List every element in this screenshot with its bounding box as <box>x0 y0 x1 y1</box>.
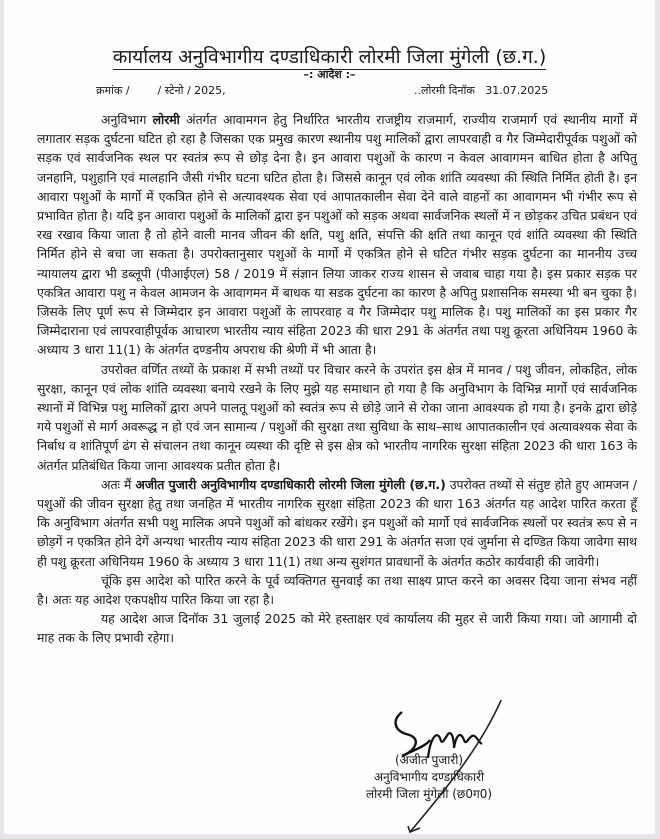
signature-block <box>354 752 504 803</box>
paragraph-3-text: उपरोक्त तथ्यों से संतुष्ट होते हुए आमजन / पशुओं की जीवन सुरक्षा हेतु तथा जनहित में भारतीय नागरिक सुरक्षा संहिता 2023 की धारा 163 अंतर्गत यह आदेश पारित करता हूँ कि अनुविभाग अंतर्गत सभी पशु मालिक अपने पशुओं को बांधकर रखेंगे। इन पशुओं को मार्गो एवं सार्वजनिक स्थलों पर स्वतंत्र रूप से न छोड़गें न एकत्रित होने देगें अन्यथा भारतीय न्याय संहिता 2023 की धारा 291 के अंतर्गत सजा एवं जुर्माना से दण्डित किया जावेगा साथ ही पशु क्रूरता अधिनियम 1960 के अध्याय 3 धारा 11(1) तथा अन्य सुशंगत प्रावधानों के अंतर्गत कठोर कार्यवाही की जावेगी। <box>37 476 637 569</box>
paragraph-4: चूंकि इस आदेश को पारित करने के पूर्व व्यक्तिगत सुनवाई का तथा साक्ष्य प्राप्त करने का अवसर दिया जाना संभव नहीं है। अतः यह आदेश एकपक्षीय पारित किया जा रहा है। <box>37 572 637 608</box>
office-title-text: कार्यालय अनुविभागीय दण्डाधिकारी लोरमी जिला मुंगेली (छ.ग.) <box>112 46 547 68</box>
signature-stroke-1 <box>396 712 430 756</box>
paragraph-5: यह आदेश आज दिनॉक 31 जुलाई 2025 को मेरे हस्ताक्षर एवं कार्यालय की मुहर से जारी किया गया। जो आगामी दो माह तक के लिए प्रभावी रहेगा। <box>37 611 637 646</box>
paragraph-2: उपरोक्त वर्णित तथ्यों के प्रकाश में सभी तथ्यों पर विचार करने के उपरांत इस क्षेत्र में मानव / पशु जीवन, लोकहित, लोक सुरक्षा, कानून एवं लोक शांति व्यवस्था बनाये रखने के लिए मुझे यह समाधान हो गया है कि अनुविभाग के विभिन्न मार्गो एवं सार्वजनिक स्थानों में विभिन्न पशु मालिकों द्वारा अपने पालतू पशुओं को स्वतंत्र रूप से छोड़े जाने से रोका जाना आवश्यक हो गया है। इनके द्वारा छोड़े गये पशुओं से मार्ग अवरूद्ध न हो एवं जन सामान्य / पशुओं की सुरक्षा तथा सुविधा के साथ–साथ आपातकालीन एवं अत्यावश्यक सेवा के निर्बाध व शांतिपूर्ण ढंग से संचालन तथा कानून व्यस्था की दृष्टि से इस क्षेत्र को भारतीय नागरिक सुरक्षा संहिता 2023 की धारा 163 के अंतर्गत प्रतिबंधित किया जाना आवश्यक प्रतीत होता है। <box>37 361 637 473</box>
office-title <box>4 44 655 70</box>
place-date: ..लोरमी दिनॉक 31.07.2025 <box>414 84 549 97</box>
paragraph-1-lead: अनुविभाग <box>101 112 153 127</box>
paragraph-1 <box>37 110 637 360</box>
order-heading: –: आदेश :– <box>303 68 356 81</box>
signatory-location: लोरमी जिला मुंगेली (छ0ग0) <box>365 787 493 801</box>
paragraph-3-lead: अतः मैं <box>101 476 136 492</box>
paragraph-3 <box>37 475 637 571</box>
signatory-name: (अजीत पुजारी) <box>394 753 464 767</box>
paragraph-1-bold: लोरमी <box>152 112 180 127</box>
signatory-designation: अनुविभागीय दण्डाधिकारी <box>373 770 485 784</box>
paragraph-3-bold: अजीत पुजारी अनुविभागीय दण्डाधिकारी लोरमी जिला मुंगेली (छ.ग.) <box>135 476 446 492</box>
document-page <box>4 0 655 834</box>
order-body <box>37 110 637 648</box>
reference-number: क्रमांक / / स्टेनो / 2025, <box>96 84 226 97</box>
paragraph-1-text: अंतर्गत आवामगन हेतु निर्धारित भारतीय राजष्ट्रीय राजमार्ग, राज्यीय राजमार्ग एवं स्थानीय मार्गो में लगातार सड़क दुर्घटना घटित हो रहा है जिसका एक प्रमुख कारण स्थानीय पशु मालिकों द्वारा लापरवाही व गैर जिम्मेदारीपूर्वक पशुओं को सड़क एवं सार्वजनिक स्थल पर स्वतंत्र रूप से छोड़ देना है। इन आवारा पशुओं के कारण न केवल आवागमन बाधित होता है अपितु जनहानि, पशुहानि एवं मालहानि जैसी गंभीर घटना घटित होता है। जिससे कानून एवं लोक शांति व्यवस्था की स्थिति निर्मित होती है। इन आवारा पशुओं के मार्गो में एकत्रित होने से अत्यावश्यक सेवा एवं आपातकालीन सेवा देने वाले वाहनों का आवागमन भी गंभीर रूप से प्रभावित होता है। यदि इन आवारा पशुओं के मालिकों द्वारा इन पशुओं को सड़क अथवा सार्वजनिक स्थलों में न छोड़कर उचित प्रबंधन एवं रख रखाव किया जाता है तो होने वाली मानव जीवन की क्षति, पशु क्षति, संपत्ति की क्षति तथा कानून एवं शांति व्यवस्था की स्थिति निर्मित होने से बचा जा सकता है। उपरोक्तानुसार पशुओं के मार्गो में एकत्रित होने से घटित गंभीर सड़क दुर्घटना का माननीय उच्च न्यायालय द्वारा भी डब्लूपी (पीआईएल) 58 / 2019 में संज्ञान लिया जाकर राज्य शासन से जवाब चाहा गया है। इस प्रकार सड़क पर एकत्रित आवारा पशु न केवल आमजन के आवागमन में बाधक या सडक दुर्घटना का कारण है अपितु प्रशासनिक समस्या भी बन चुका है। जिसके लिए पूर्ण रूप से जिम्मेदार इन आवारा पशुओं के लापरवाह व गैर जिम्मेदार पशु मालिक है। पशु मालिकों का इस प्रकार गैर जिम्मेदाराना एवं लापरवाहीपूर्वक आचारण भारतीय न्याय संहिता 2023 की धारा 291 के अंतर्गत तथा पशु क्रूरता अधिनियम 1960 के अध्याय 3 धारा 11(1) के अंतर्गत दण्डनीय अपराध की श्रेणी में भी आता है। <box>37 112 638 358</box>
